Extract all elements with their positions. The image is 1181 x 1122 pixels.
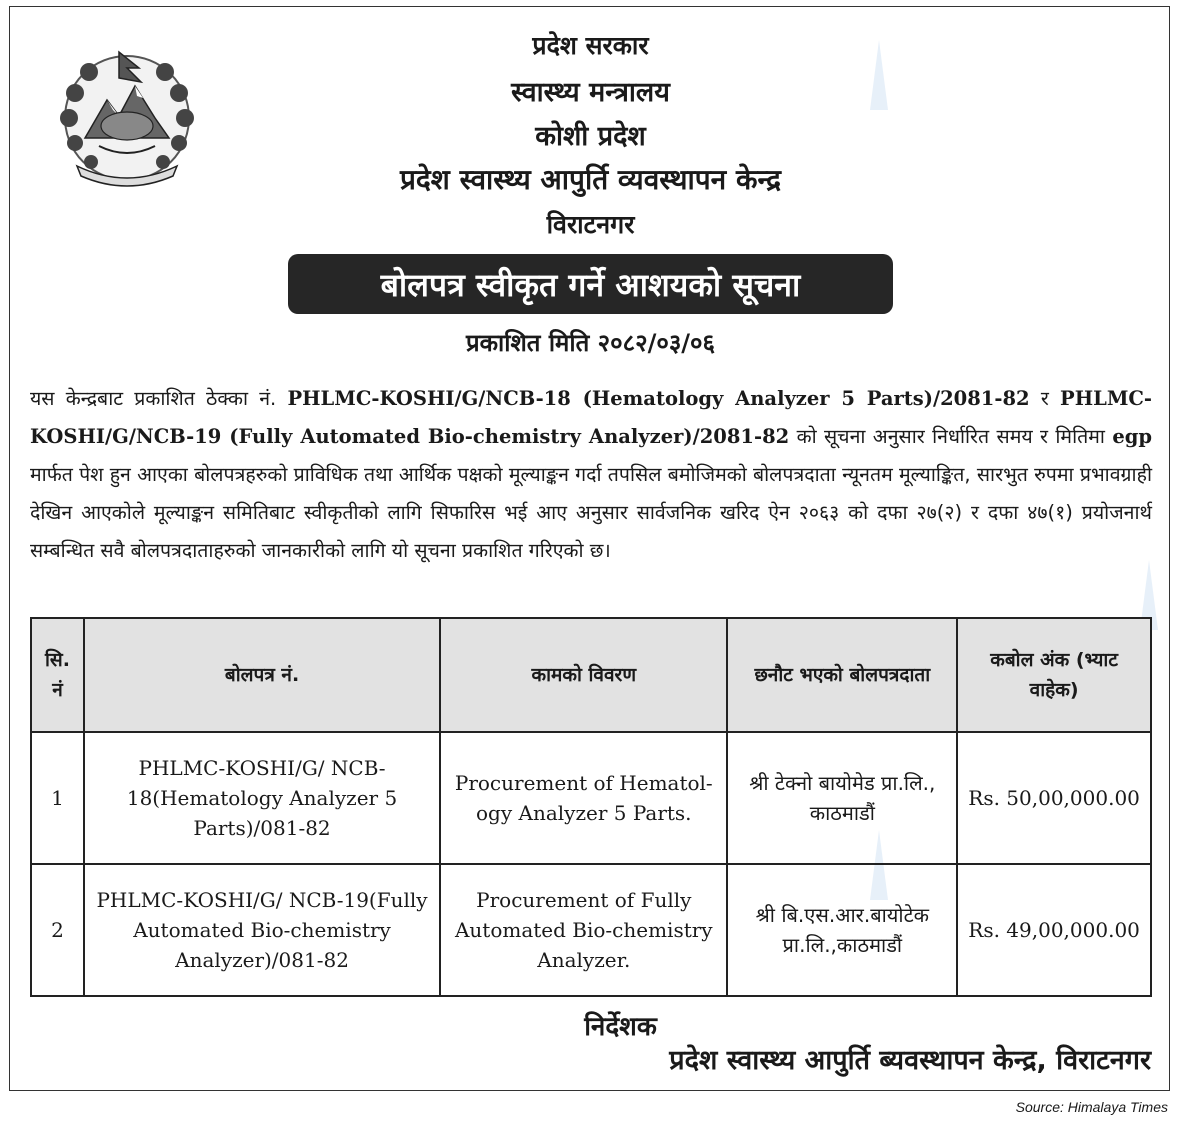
table-row	[31, 864, 1151, 996]
bid-table	[30, 617, 1152, 997]
body-text-part: यस केन्द्रबाट प्रकाशित ठेक्का नं.	[30, 387, 277, 410]
body-text-part: को सूचना अनुसार निर्धारित समय र मितिमा	[796, 425, 1105, 448]
col-header-sn: सि. नं	[31, 618, 84, 732]
signatory-office: प्रदेश स्वास्थ्य आपुर्ति ब्यवस्थापन केन्द्र, विराटनगर	[669, 1045, 1151, 1076]
contract-number-2: PHLMC-KOSHI/G/NCB-19 (Fully Automated Bio-chemistry Analyzer)/2081-82	[30, 387, 1153, 448]
header-line-office: प्रदेश स्वास्थ्य आपुर्ति व्यवस्थापन केन्द्र	[400, 163, 781, 196]
cell-amount: Rs. 49,00,000.00	[957, 864, 1151, 996]
header-line-ministry: स्वास्थ्य मन्त्रालय	[511, 77, 670, 108]
contract-number-1: PHLMC-KOSHI/G/NCB-18 (Hematology Analyzer 5 Parts)/2081-82	[287, 387, 1030, 410]
header-line-province: कोशी प्रदेश	[535, 121, 646, 152]
notice-title: बोलपत्र स्वीकृत गर्ने आशयको सूचना	[288, 254, 893, 314]
col-header-description: कामको विवरण	[440, 618, 727, 732]
cell-bid-no: PHLMC-KOSHI/G/ NCB-18(Hematology Analyzer 5 Parts)/081-82	[84, 732, 440, 864]
col-header-bidder: छनौट भएको बोलपत्रदाता	[727, 618, 957, 732]
published-date: प्रकाशित मिति २०८२/०३/०६	[465, 329, 716, 357]
source-credit: Source: Himalaya Times	[1015, 1099, 1168, 1115]
table-header-row	[31, 618, 1151, 732]
table-row	[31, 732, 1151, 864]
body-text-part: मार्फत पेश हुन आएका बोलपत्रहरुको प्राविधिक तथा आर्थिक पक्षको मूल्याङ्कन गर्दा तपसिल बमोजिमको बोलपत्रदाता न्यूनतम मूल्याङ्कित, सारभुत रुपमा प्रभावग्राही देखिन आएकोले मूल्याङ्कन समितिबाट स्वीकृतीको लागि सिफारिस भई आए अनुसार सार्वजनिक खरिद ऐन २०६३ को दफा २७(२) र दफा ४७(१) प्रयोजनार्थ सम्बन्धित सवै बोलपत्रदाताहरुको जानकारीको लागि यो सूचना प्रकाशित गरिएको छ।	[30, 463, 1152, 562]
cell-bidder: श्री बि.एस.आर.बायोटेक प्रा.लि.,काठमाडौं	[727, 864, 957, 996]
egp-term: egp	[1112, 425, 1153, 448]
col-header-amount: कबोल अंक (भ्याट वाहेक)	[957, 618, 1151, 732]
signatory-title: निर्देशक	[584, 1012, 657, 1042]
cell-sn: 2	[31, 864, 84, 996]
col-header-bid-no: बोलपत्र नं.	[84, 618, 440, 732]
cell-description: Procurement of Fully Automated Bio-chemistry Analyzer.	[440, 864, 727, 996]
cell-bidder: श्री टेक्नो बायोमेड प्रा.लि., काठमाडौं	[727, 732, 957, 864]
header-line-province-government: प्रदेश सरकार	[532, 31, 649, 60]
body-text-part: र	[1040, 387, 1049, 410]
cell-sn: 1	[31, 732, 84, 864]
header-line-city: विराटनगर	[546, 210, 635, 239]
cell-bid-no: PHLMC-KOSHI/G/ NCB-19(Fully Automated Bio-chemistry Analyzer)/081-82	[84, 864, 440, 996]
notice-body	[30, 380, 1152, 570]
cell-amount: Rs. 50,00,000.00	[957, 732, 1151, 864]
cell-description: Procurement of Hematol- ogy Analyzer 5 Parts.	[440, 732, 727, 864]
